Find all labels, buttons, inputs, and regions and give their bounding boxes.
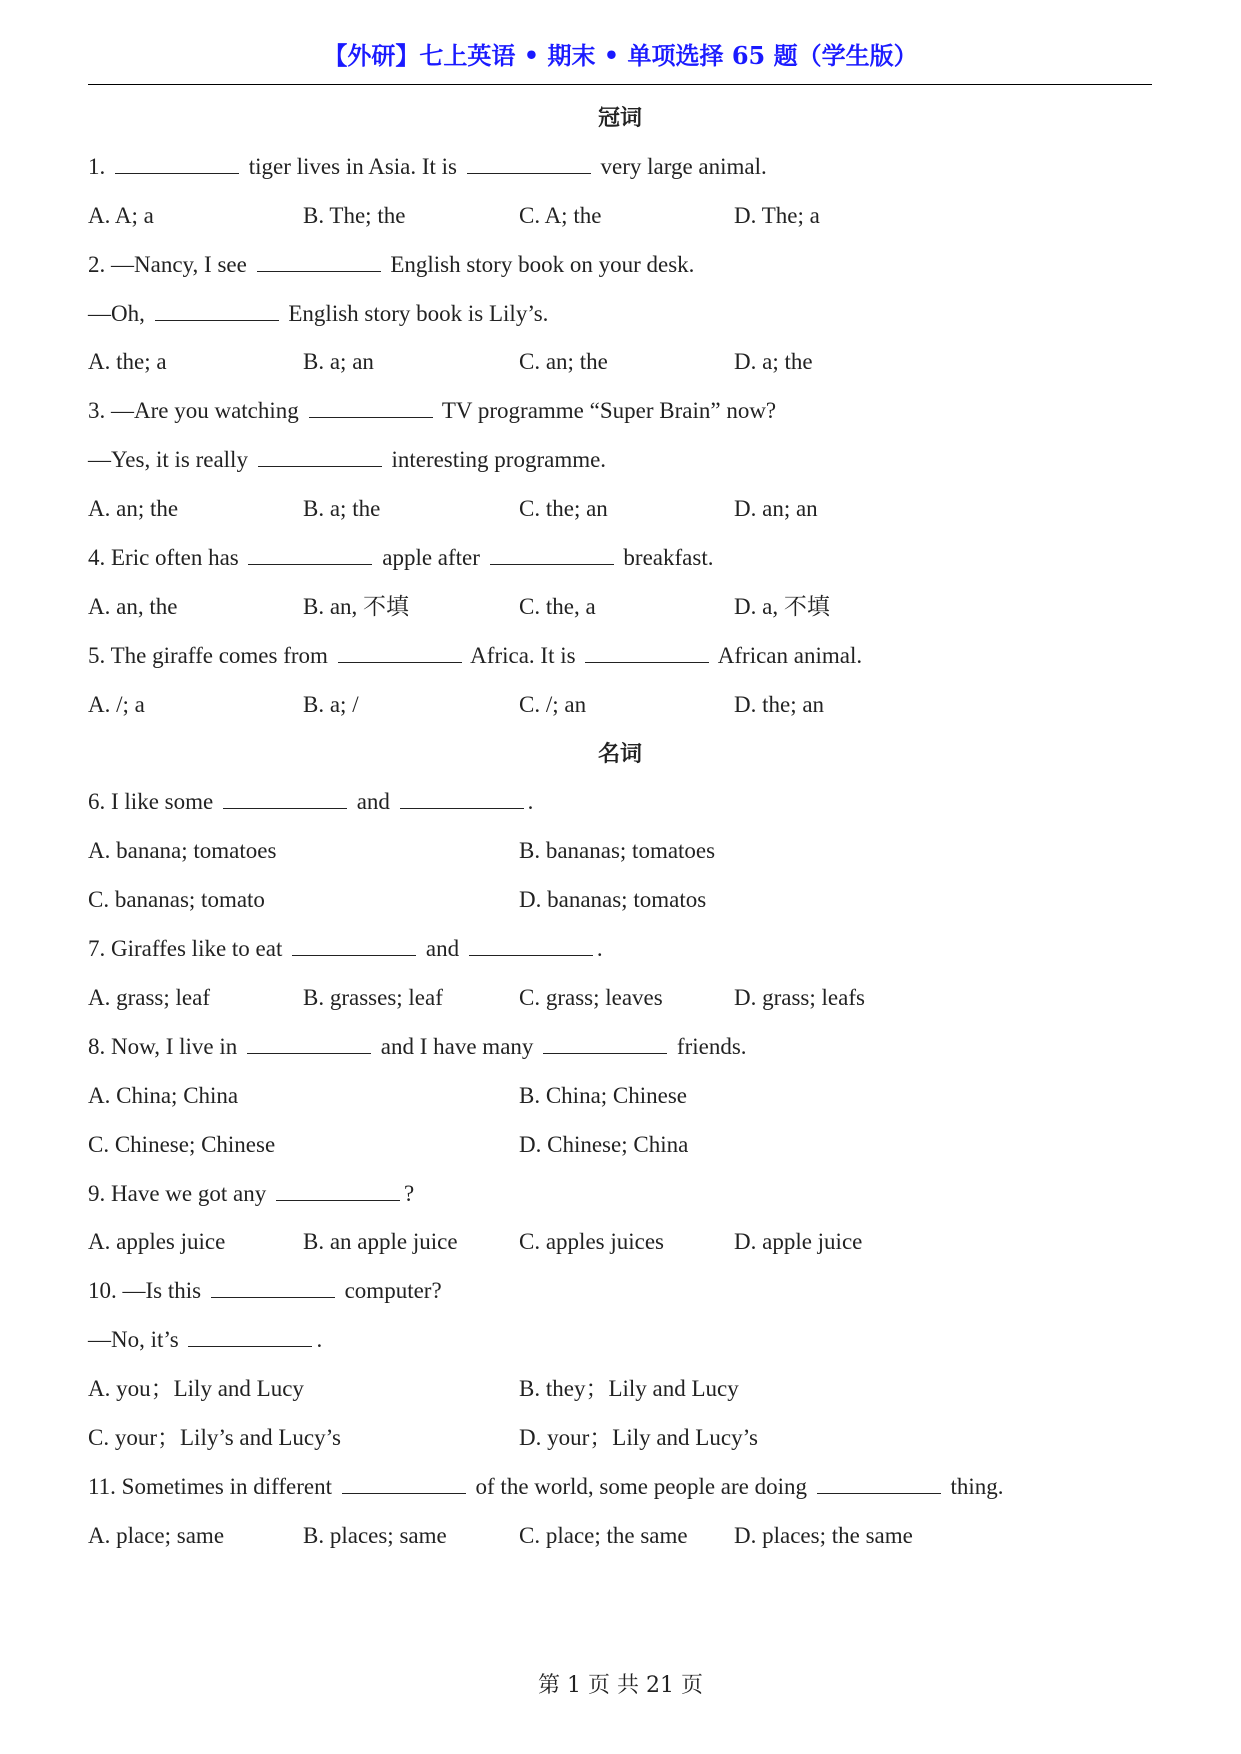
stem-text: apple after [376, 545, 486, 571]
question-5-stem [88, 632, 1152, 681]
answer-blank [115, 155, 239, 174]
question-2-stem [88, 241, 1152, 290]
question-6-stem [88, 778, 1152, 827]
option-d: D. a; the [734, 349, 813, 375]
option-d: D. grass; leafs [734, 985, 865, 1011]
option-c: C. an; the [519, 349, 608, 375]
section-title-articles: 冠词 [597, 105, 642, 131]
option-d: D. a, 不填 [734, 593, 830, 619]
answer-blank [817, 1475, 941, 1494]
stem-text: 9. Have we got any [88, 1180, 272, 1206]
stem-text: 10. —Is this [88, 1278, 207, 1304]
option-a: A. /; a [88, 691, 145, 717]
question-8-options-row2 [88, 1121, 1152, 1170]
option-a: A. grass; leaf [88, 985, 210, 1011]
option-a: A. the; a [88, 349, 167, 375]
question-3-stem-reply [88, 436, 1152, 485]
stem-text: 5. The giraffe comes from [88, 642, 334, 668]
option-a: A. an; the [88, 496, 179, 522]
option-b: B. an, 不填 [303, 593, 410, 619]
option-b: B. China; Chinese [519, 1082, 688, 1108]
stem-text: . [596, 936, 603, 962]
option-a: A. place; same [88, 1522, 225, 1548]
answer-blank [276, 1182, 400, 1201]
answer-blank [342, 1475, 466, 1494]
stem-text: and [350, 789, 396, 815]
answer-blank [223, 790, 347, 809]
option-d: D. bananas; tomatos [519, 887, 707, 913]
question-3-options [88, 485, 1152, 534]
question-10-stem [88, 1267, 1152, 1316]
stem-text: and [420, 936, 465, 962]
page-number-footer: 第 1 页 共 21 页 [538, 1673, 703, 1698]
option-a: A. an, the [88, 593, 178, 619]
stem-text: interesting programme. [385, 447, 607, 473]
question-4-stem [88, 534, 1152, 583]
option-b: B. a; / [303, 691, 359, 717]
option-c: C. the, a [519, 593, 596, 619]
stem-text: . [316, 1327, 323, 1353]
option-b: B. a; an [303, 349, 374, 375]
answer-blank [585, 644, 709, 663]
question-6-options-row2 [88, 876, 1152, 925]
header-divider [88, 84, 1152, 85]
stem-text: very large animal. [594, 153, 767, 179]
stem-text: tiger lives in Asia. It is [243, 153, 463, 179]
question-10-options-row1 [88, 1365, 1152, 1414]
question-5-options [88, 681, 1152, 730]
question-8-options-row1 [88, 1072, 1152, 1121]
option-c: C. A; the [519, 202, 602, 228]
option-a: A. you；Lily and Lucy [88, 1376, 304, 1402]
stem-text: of the world, some people are doing [469, 1473, 813, 1499]
answer-blank [248, 546, 372, 565]
answer-blank [309, 399, 433, 418]
stem-text: 1. [88, 153, 111, 179]
stem-text: ? [403, 1180, 415, 1206]
question-4-options [88, 583, 1152, 632]
question-1-options [88, 192, 1152, 241]
option-c: C. bananas; tomato [88, 887, 265, 913]
question-11-stem [88, 1463, 1152, 1512]
question-2-options [88, 338, 1152, 387]
answer-blank [400, 790, 524, 809]
option-d: D. The; a [734, 202, 820, 228]
answer-blank [543, 1035, 667, 1054]
answer-blank [338, 644, 462, 663]
option-b: B. places; same [303, 1522, 447, 1548]
stem-text: 7. Giraffes like to eat [88, 936, 289, 962]
option-d: D. Chinese; China [519, 1131, 689, 1157]
answer-blank [211, 1279, 335, 1298]
option-a: A. apples juice [88, 1229, 226, 1255]
stem-text: English story book is Lily’s. [282, 300, 549, 326]
option-b: B. grasses; leaf [303, 985, 443, 1011]
option-a: A. China; China [88, 1082, 239, 1108]
answer-blank [469, 937, 593, 956]
option-c: C. grass; leaves [519, 985, 663, 1011]
question-10-stem-reply [88, 1316, 1152, 1365]
stem-text: —Yes, it is really [88, 447, 254, 473]
option-b: B. an apple juice [303, 1229, 458, 1255]
option-d: D. your；Lily and Lucy’s [519, 1425, 758, 1451]
option-c: C. /; an [519, 691, 587, 717]
stem-text: 6. I like some [88, 789, 219, 815]
stem-text: TV programme “Super Brain” now? [436, 398, 777, 424]
section-title-nouns: 名词 [597, 740, 642, 767]
question-6-options-row1 [88, 827, 1152, 876]
option-d: D. the; an [734, 691, 825, 717]
question-11-options [88, 1512, 1152, 1561]
answer-blank [467, 155, 591, 174]
stem-text: and I have many [375, 1033, 540, 1059]
stem-text: 3. —Are you watching [88, 398, 305, 424]
stem-text: Africa. It is [465, 642, 582, 668]
answer-blank [490, 546, 614, 565]
option-c: C. Chinese; Chinese [88, 1131, 276, 1157]
option-b: B. bananas; tomatoes [519, 838, 716, 864]
question-3-stem [88, 387, 1152, 436]
option-c: C. apples juices [519, 1229, 664, 1255]
option-d: D. apple juice [734, 1229, 863, 1255]
option-b: B. they；Lily and Lucy [519, 1376, 739, 1402]
option-a: A. banana; tomatoes [88, 838, 277, 864]
option-a: A. A; a [88, 202, 154, 228]
stem-text: African animal. [713, 642, 863, 668]
answer-blank [155, 302, 279, 321]
stem-text: —Oh, [88, 300, 151, 326]
option-d: D. places; the same [734, 1522, 913, 1548]
question-9-options [88, 1218, 1152, 1267]
option-c: C. place; the same [519, 1522, 688, 1548]
question-9-stem [88, 1170, 1152, 1219]
option-c: C. your；Lily’s and Lucy’s [88, 1425, 341, 1451]
question-7-options [88, 974, 1152, 1023]
question-7-stem [88, 925, 1152, 974]
question-2-stem-reply [88, 290, 1152, 339]
option-b: B. The; the [303, 202, 406, 228]
stem-text: thing. [944, 1473, 1004, 1499]
option-d: D. an; an [734, 496, 818, 522]
answer-blank [292, 937, 416, 956]
stem-text: English story book on your desk. [384, 251, 695, 277]
question-content [88, 94, 1152, 1561]
answer-blank [247, 1035, 371, 1054]
answer-blank [258, 448, 382, 467]
stem-text: 11. Sometimes in different [88, 1473, 338, 1499]
stem-text: 2. —Nancy, I see [88, 251, 253, 277]
answer-blank [188, 1328, 312, 1347]
stem-text: . [527, 789, 534, 815]
question-8-stem [88, 1023, 1152, 1072]
stem-text: computer? [338, 1278, 442, 1304]
stem-text: 4. Eric often has [88, 545, 245, 571]
question-10-options-row2 [88, 1414, 1152, 1463]
answer-blank [257, 253, 381, 272]
option-c: C. the; an [519, 496, 608, 522]
stem-text: 8. Now, I live in [88, 1033, 244, 1059]
stem-text: breakfast. [617, 545, 714, 571]
stem-text: —No, it’s [88, 1327, 185, 1353]
question-1-stem [88, 143, 1152, 192]
option-b: B. a; the [303, 496, 381, 522]
stem-text: friends. [671, 1033, 747, 1059]
page-header-title: 【外研】七上英语 • 期末 • 单项选择 65 题（学生版） [323, 41, 918, 70]
